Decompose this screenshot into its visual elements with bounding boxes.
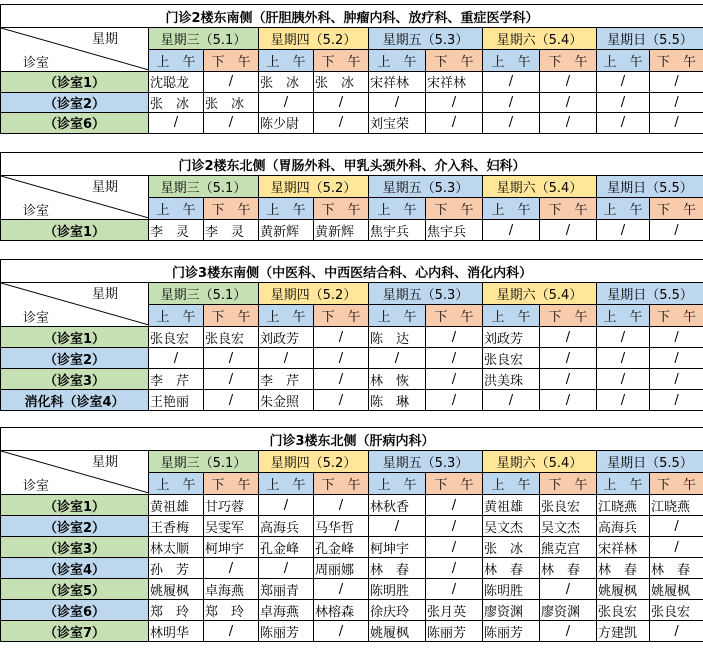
empty-slot: / (483, 113, 540, 134)
day-header: 星期日（5.5） (597, 283, 703, 305)
pm-header: 下 午 (426, 473, 483, 495)
am-header: 上 午 (369, 305, 426, 327)
doctor-name: 吴雯军 (204, 516, 259, 537)
am-header: 上 午 (483, 198, 540, 220)
doctor-name: 刘宝荣 (369, 113, 426, 134)
corner-header (1, 28, 149, 72)
empty-slot: / (597, 369, 650, 390)
day-header: 星期四（5.2） (259, 283, 369, 305)
table-row (1, 600, 703, 621)
pm-header: 下 午 (540, 50, 597, 72)
doctor-name: 林 春 (540, 558, 597, 579)
pm-header: 下 午 (540, 473, 597, 495)
table-row (1, 537, 703, 558)
am-header: 上 午 (369, 50, 426, 72)
doctor-name: 柯坤宇 (204, 537, 259, 558)
empty-slot: / (426, 92, 483, 113)
day-header: 星期五（5.3） (369, 176, 483, 198)
doctor-name: 张 冰 (149, 92, 204, 113)
schedule-section (0, 4, 703, 134)
doctor-name: 方建凯 (597, 621, 650, 642)
am-header: 上 午 (259, 50, 314, 72)
empty-slot: / (204, 369, 259, 390)
day-header: 星期五（5.3） (369, 283, 483, 305)
doctor-name: 姚履枫 (149, 579, 204, 600)
empty-slot: / (650, 92, 703, 113)
table-row (1, 579, 703, 600)
section-title: 门诊2楼东北侧（胃肠外科、甲乳头颈外科、介入科、妇科） (1, 153, 703, 176)
schedule-section (0, 427, 703, 642)
doctor-name: 王香梅 (149, 516, 204, 537)
day-header: 星期六（5.4） (483, 28, 597, 50)
pm-header: 下 午 (426, 198, 483, 220)
doctor-name: 郑 玲 (149, 600, 204, 621)
empty-slot: / (149, 348, 204, 369)
table-row (1, 327, 703, 348)
pm-header: 下 午 (204, 473, 259, 495)
empty-slot: / (314, 113, 369, 134)
table-row (1, 516, 703, 537)
day-header: 星期三（5.1） (149, 176, 259, 198)
empty-slot: / (426, 327, 483, 348)
schedule-table (0, 4, 703, 134)
day-header: 星期五（5.3） (369, 28, 483, 50)
title-row (1, 153, 703, 176)
doctor-name: 刘政芳 (483, 327, 540, 348)
doctor-name: 林 春 (369, 558, 426, 579)
empty-slot: / (483, 72, 540, 93)
doctor-name: 张 冰 (204, 92, 259, 113)
doctor-name: 吴文杰 (483, 516, 540, 537)
doctor-name: 张良宏 (597, 600, 650, 621)
pm-header: 下 午 (426, 50, 483, 72)
weekday-label: 星期 (91, 287, 118, 302)
doctor-name: 甘巧蓉 (204, 495, 259, 516)
pm-header: 下 午 (204, 50, 259, 72)
doctor-name: 孔金峰 (259, 537, 314, 558)
room-name: （诊室3） (1, 537, 149, 558)
doctor-name: 姚履枫 (369, 621, 426, 642)
doctor-name: 张 冰 (483, 537, 540, 558)
pm-header: 下 午 (204, 305, 259, 327)
empty-slot: / (540, 579, 597, 600)
table-row (1, 390, 703, 411)
table-row (1, 113, 703, 134)
room-name: （诊室2） (1, 516, 149, 537)
section-title: 门诊2楼东南侧（肝胆胰外科、肿瘤内科、放疗科、重症医学科） (1, 5, 703, 28)
empty-slot: / (650, 327, 703, 348)
doctor-name: 宋祥林 (369, 72, 426, 93)
doctor-name: 张 冰 (259, 72, 314, 93)
doctor-name: 朱金照 (259, 390, 314, 411)
room-name: （诊室4） (1, 558, 149, 579)
empty-slot: / (426, 369, 483, 390)
room-name: 消化科（诊室4） (1, 390, 149, 411)
doctor-name: 郑丽青 (259, 579, 314, 600)
empty-slot: / (540, 369, 597, 390)
doctor-name: 黄祖雄 (483, 495, 540, 516)
am-header: 上 午 (149, 305, 204, 327)
doctor-name: 林 春 (597, 558, 650, 579)
empty-slot: / (426, 537, 483, 558)
table-row (1, 348, 703, 369)
title-row (1, 260, 703, 283)
empty-slot: / (259, 558, 314, 579)
doctor-name: 孙 芳 (149, 558, 204, 579)
schedule-table (0, 427, 703, 642)
pm-header: 下 午 (650, 473, 703, 495)
pm-header: 下 午 (650, 305, 703, 327)
pm-header: 下 午 (426, 305, 483, 327)
empty-slot: / (597, 113, 650, 134)
empty-slot: / (650, 369, 703, 390)
table-row (1, 220, 703, 241)
empty-slot: / (650, 72, 703, 93)
doctor-name: 宋祥林 (597, 537, 650, 558)
table-row (1, 92, 703, 113)
room-name: （诊室6） (1, 600, 149, 621)
doctor-name: 焦宇兵 (369, 220, 426, 241)
am-header: 上 午 (483, 50, 540, 72)
empty-slot: / (314, 579, 369, 600)
doctor-name: 柯坤宇 (369, 537, 426, 558)
doctor-name: 张良宏 (483, 348, 540, 369)
day-header: 星期五（5.3） (369, 451, 483, 473)
empty-slot: / (426, 390, 483, 411)
pm-header: 下 午 (540, 198, 597, 220)
room-label: 诊室 (23, 311, 50, 326)
empty-slot: / (483, 390, 540, 411)
room-name: （诊室5） (1, 579, 149, 600)
empty-slot: / (314, 327, 369, 348)
doctor-name: 焦宇兵 (426, 220, 483, 241)
am-header: 上 午 (597, 198, 650, 220)
empty-slot: / (259, 92, 314, 113)
title-row (1, 428, 703, 451)
doctor-name: 郑 玲 (204, 600, 259, 621)
empty-slot: / (597, 390, 650, 411)
room-name: （诊室1） (1, 495, 149, 516)
doctor-name: 李 芹 (149, 369, 204, 390)
doctor-name: 江晓燕 (597, 495, 650, 516)
empty-slot: / (259, 495, 314, 516)
empty-slot: / (369, 92, 426, 113)
doctor-name: 陈 琳 (369, 390, 426, 411)
empty-slot: / (540, 390, 597, 411)
room-name: （诊室7） (1, 621, 149, 642)
empty-slot: / (204, 390, 259, 411)
empty-slot: / (650, 537, 703, 558)
table-row (1, 72, 703, 93)
day-header: 星期三（5.1） (149, 28, 259, 50)
doctor-name: 陈丽芳 (426, 621, 483, 642)
am-header: 上 午 (259, 305, 314, 327)
schedule-section (0, 152, 703, 241)
empty-slot: / (369, 348, 426, 369)
doctor-name: 陈明胜 (483, 579, 540, 600)
doctor-name: 沈聪龙 (149, 72, 204, 93)
doctor-name: 李 芹 (259, 369, 314, 390)
day-header-row (1, 176, 703, 198)
room-name: （诊室3） (1, 369, 149, 390)
empty-slot: / (597, 72, 650, 93)
empty-slot: / (259, 348, 314, 369)
empty-slot: / (483, 220, 540, 241)
doctor-name: 黄新辉 (259, 220, 314, 241)
empty-slot: / (204, 113, 259, 134)
empty-slot: / (540, 92, 597, 113)
pm-header: 下 午 (314, 198, 369, 220)
doctor-name: 林 春 (650, 558, 703, 579)
empty-slot: / (204, 621, 259, 642)
pm-header: 下 午 (314, 305, 369, 327)
doctor-name: 林秋香 (369, 495, 426, 516)
doctor-name: 江晓燕 (650, 495, 703, 516)
weekday-label: 星期 (91, 455, 118, 470)
doctor-name: 林太顺 (149, 537, 204, 558)
doctor-name: 林 春 (483, 558, 540, 579)
doctor-name: 卓海燕 (259, 600, 314, 621)
empty-slot: / (650, 390, 703, 411)
doctor-name: 张 冰 (314, 72, 369, 93)
day-header: 星期三（5.1） (149, 451, 259, 473)
empty-slot: / (314, 621, 369, 642)
doctor-name: 姚履枫 (597, 579, 650, 600)
empty-slot: / (483, 92, 540, 113)
empty-slot: / (540, 621, 597, 642)
empty-slot: / (369, 516, 426, 537)
am-header: 上 午 (149, 50, 204, 72)
doctor-name: 吴文杰 (540, 516, 597, 537)
doctor-name: 廖资渊 (540, 600, 597, 621)
am-header: 上 午 (369, 198, 426, 220)
room-label: 诊室 (23, 204, 50, 219)
pm-header: 下 午 (204, 198, 259, 220)
empty-slot: / (149, 113, 204, 134)
empty-slot: / (314, 348, 369, 369)
day-header: 星期四（5.2） (259, 28, 369, 50)
doctor-name: 李 灵 (204, 220, 259, 241)
empty-slot: / (540, 72, 597, 93)
am-header: 上 午 (259, 198, 314, 220)
empty-slot: / (650, 113, 703, 134)
table-row (1, 558, 703, 579)
doctor-name: 洪美珠 (483, 369, 540, 390)
doctor-name: 陈少尉 (259, 113, 314, 134)
doctor-name: 周丽娜 (314, 558, 369, 579)
day-header: 星期六（5.4） (483, 451, 597, 473)
empty-slot: / (314, 495, 369, 516)
doctor-name: 熊克宫 (540, 537, 597, 558)
corner-header (1, 283, 149, 327)
empty-slot: / (314, 369, 369, 390)
empty-slot: / (204, 348, 259, 369)
room-name: （诊室2） (1, 92, 149, 113)
room-label: 诊室 (23, 56, 50, 71)
day-header: 星期三（5.1） (149, 283, 259, 305)
doctor-name: 陈明胜 (369, 579, 426, 600)
room-name: （诊室2） (1, 348, 149, 369)
doctor-name: 孔金峰 (314, 537, 369, 558)
doctor-name: 林榕森 (314, 600, 369, 621)
empty-slot: / (650, 516, 703, 537)
doctor-name: 卓海燕 (204, 579, 259, 600)
am-header: 上 午 (597, 473, 650, 495)
doctor-name: 张良宏 (650, 600, 703, 621)
doctor-name: 林 恢 (369, 369, 426, 390)
doctor-name: 林明华 (149, 621, 204, 642)
schedule-table (0, 259, 703, 411)
room-label: 诊室 (23, 479, 50, 494)
am-header: 上 午 (149, 198, 204, 220)
empty-slot: / (204, 72, 259, 93)
empty-slot: / (540, 220, 597, 241)
day-header-row (1, 28, 703, 50)
empty-slot: / (540, 113, 597, 134)
am-header: 上 午 (483, 473, 540, 495)
empty-slot: / (426, 113, 483, 134)
doctor-name: 陈丽芳 (259, 621, 314, 642)
pm-header: 下 午 (314, 473, 369, 495)
am-header: 上 午 (369, 473, 426, 495)
doctor-name: 刘政芳 (259, 327, 314, 348)
weekday-label: 星期 (91, 32, 118, 47)
doctor-name: 张良宏 (149, 327, 204, 348)
day-header-row (1, 451, 703, 473)
day-header: 星期六（5.4） (483, 283, 597, 305)
pm-header: 下 午 (314, 50, 369, 72)
room-name: （诊室1） (1, 72, 149, 93)
doctor-name: 姚履枫 (650, 579, 703, 600)
doctor-name: 黄祖雄 (149, 495, 204, 516)
table-row (1, 495, 703, 516)
title-row (1, 5, 703, 28)
am-header: 上 午 (483, 305, 540, 327)
doctor-name: 李 灵 (149, 220, 204, 241)
am-header: 上 午 (259, 473, 314, 495)
day-header: 星期四（5.2） (259, 176, 369, 198)
corner-header (1, 176, 149, 220)
room-name: （诊室1） (1, 327, 149, 348)
empty-slot: / (314, 92, 369, 113)
table-row (1, 369, 703, 390)
empty-slot: / (650, 220, 703, 241)
section-title: 门诊3楼东南侧（中医科、中西医结合科、心内科、消化内科） (1, 260, 703, 283)
am-header: 上 午 (597, 50, 650, 72)
empty-slot: / (426, 558, 483, 579)
doctor-name: 陈丽芳 (483, 621, 540, 642)
day-header-row (1, 283, 703, 305)
doctor-name: 徐庆玲 (369, 600, 426, 621)
empty-slot: / (597, 327, 650, 348)
pm-header: 下 午 (540, 305, 597, 327)
empty-slot: / (204, 558, 259, 579)
pm-header: 下 午 (650, 198, 703, 220)
empty-slot: / (597, 348, 650, 369)
empty-slot: / (540, 327, 597, 348)
doctor-name: 高海兵 (597, 516, 650, 537)
doctor-name: 张月英 (426, 600, 483, 621)
room-name: （诊室6） (1, 113, 149, 134)
day-header: 星期日（5.5） (597, 28, 703, 50)
empty-slot: / (426, 348, 483, 369)
doctor-name: 张良宏 (540, 495, 597, 516)
doctor-name: 王艳丽 (149, 390, 204, 411)
doctor-name: 廖资渊 (483, 600, 540, 621)
schedule-table (0, 152, 703, 241)
corner-header (1, 451, 149, 495)
doctor-name: 宋祥林 (426, 72, 483, 93)
empty-slot: / (426, 579, 483, 600)
day-header: 星期四（5.2） (259, 451, 369, 473)
day-header: 星期六（5.4） (483, 176, 597, 198)
doctor-name: 张良宏 (204, 327, 259, 348)
empty-slot: / (540, 348, 597, 369)
empty-slot: / (597, 220, 650, 241)
empty-slot: / (650, 621, 703, 642)
doctor-name: 高海兵 (259, 516, 314, 537)
empty-slot: / (426, 495, 483, 516)
doctor-name: 陈 达 (369, 327, 426, 348)
day-header: 星期日（5.5） (597, 176, 703, 198)
schedule-section (0, 259, 703, 411)
empty-slot: / (597, 92, 650, 113)
empty-slot: / (314, 390, 369, 411)
section-title: 门诊3楼东北侧（肝病内科） (1, 428, 703, 451)
am-header: 上 午 (597, 305, 650, 327)
empty-slot: / (426, 516, 483, 537)
pm-header: 下 午 (650, 50, 703, 72)
day-header: 星期日（5.5） (597, 451, 703, 473)
room-name: （诊室1） (1, 220, 149, 241)
table-row (1, 621, 703, 642)
doctor-name: 黄新辉 (314, 220, 369, 241)
empty-slot: / (650, 348, 703, 369)
weekday-label: 星期 (91, 180, 118, 195)
am-header: 上 午 (149, 473, 204, 495)
doctor-name: 马华哲 (314, 516, 369, 537)
